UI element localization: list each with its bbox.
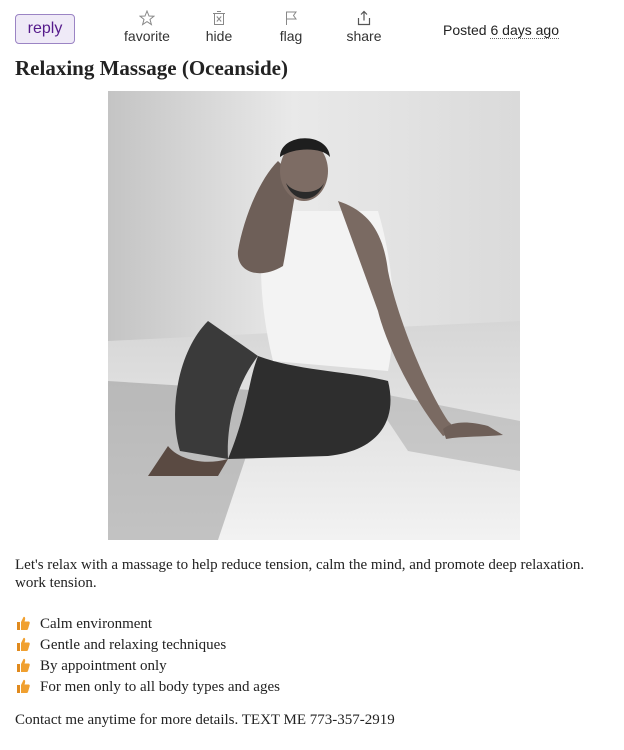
posting-title: Relaxing Massage (Oceanside) — [15, 56, 288, 80]
feature-text: Gentle and relaxing techniques — [40, 637, 227, 653]
thumbs-up-icon — [15, 657, 31, 673]
feature-text: For men only to all body types and ages — [40, 679, 280, 695]
hide-label: hide — [205, 28, 233, 44]
flag-label: flag — [279, 28, 303, 44]
share-button[interactable] — [329, 10, 399, 44]
trash-x-icon — [211, 10, 227, 26]
description-line: Let's relax with a massage to help reduce tension, calm the mind, and promote deep relaxation. — [15, 557, 585, 573]
favorite-label: favorite — [124, 28, 170, 44]
favorite-button[interactable] — [112, 10, 182, 44]
hide-button[interactable] — [184, 10, 254, 44]
posted-when: 6 days ago — [490, 22, 559, 38]
list-item — [15, 614, 280, 635]
posting-description — [15, 556, 615, 592]
posted-prefix: Posted — [443, 22, 487, 38]
list-item — [15, 677, 280, 698]
share-icon — [356, 10, 372, 26]
flag-button[interactable] — [256, 10, 326, 44]
share-label: share — [346, 28, 382, 44]
reply-button[interactable]: reply — [15, 14, 75, 44]
feature-text: Calm environment — [40, 616, 153, 632]
feature-text: By appointment only — [40, 658, 167, 674]
description-line: work tension. — [15, 575, 97, 591]
feature-list — [15, 614, 280, 698]
star-icon — [139, 10, 155, 26]
posting-toolbar — [0, 0, 624, 52]
posted-date — [443, 22, 559, 38]
person-photo-icon — [108, 91, 520, 540]
list-item — [15, 635, 280, 656]
thumbs-up-icon — [15, 636, 31, 652]
list-item — [15, 656, 280, 677]
posting-photo[interactable] — [108, 91, 520, 540]
flag-icon — [283, 10, 299, 26]
thumbs-up-icon — [15, 678, 31, 694]
thumbs-up-icon — [15, 615, 31, 631]
contact-text: Contact me anytime for more details. TEXT ME 773-357-2919 — [15, 712, 395, 728]
